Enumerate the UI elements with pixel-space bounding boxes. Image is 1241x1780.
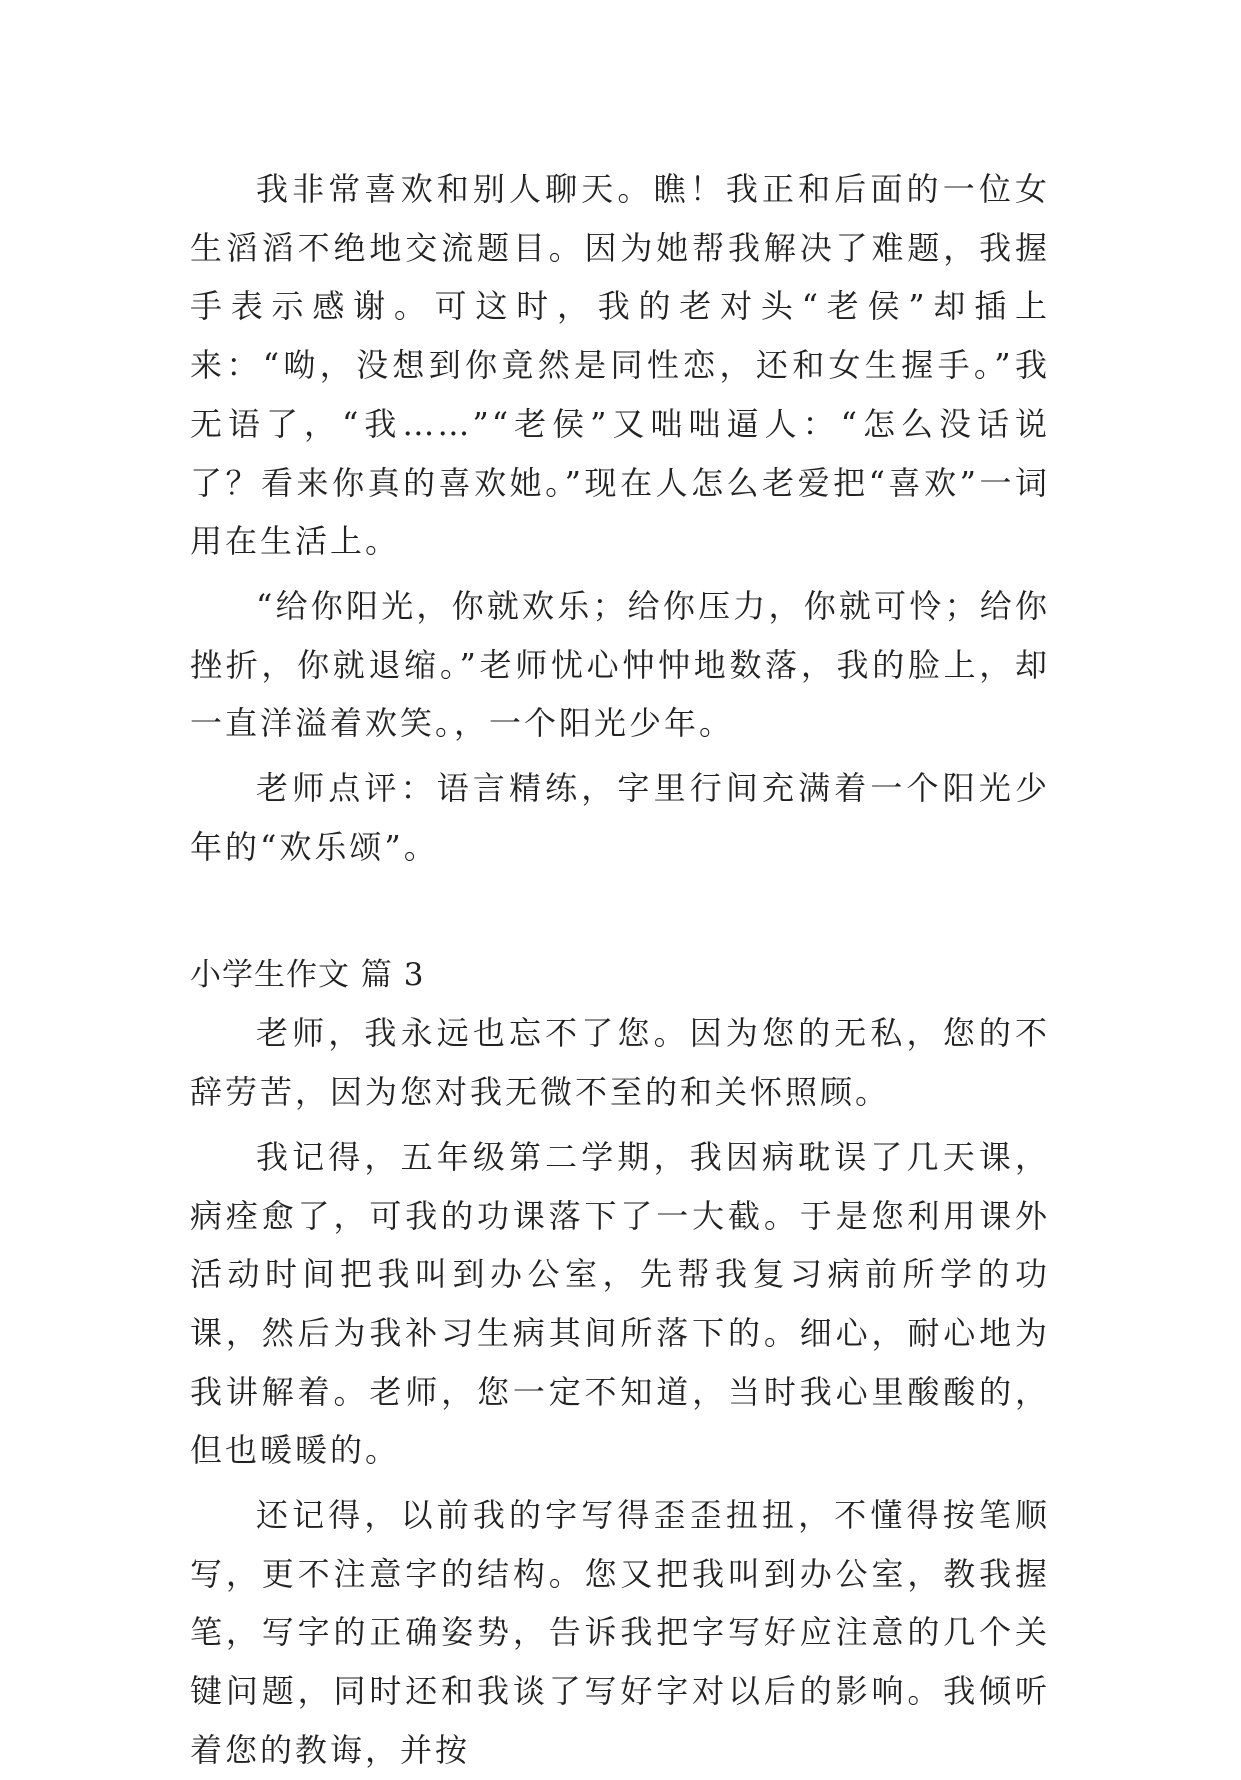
- document-body: [190, 160, 1050, 1780]
- paragraph: 我非常喜欢和别人聊天。瞧！我正和后面的一位女生滔滔不绝地交流题目。因为她帮我解决了难题，我握手表示感谢。可这时，我的老对头“老侯”却插上来：“呦，没想到你竟然是同性恋，还和女生握手。”我无语了，“我……”“老侯”又咄咄逼人：“怎么没话说了？看来你真的喜欢她。”现在人怎么老爱把“喜欢”一词用在生活上。: [190, 170, 1050, 561]
- paragraph: 老师，我永远也忘不了您。因为您的无私，您的不辞劳苦，因为您对我无微不至的和关怀照顾。: [190, 1014, 1050, 1112]
- teacher-comment: 老师点评：语言精练，字里行间充满着一个阳光少年的“欢乐颂”。: [190, 769, 1050, 866]
- section-heading: 小学生作文 篇 3: [190, 957, 425, 994]
- paragraph: 还记得，以前我的字写得歪歪扭扭，不懂得按笔顺写，更不注意字的结构。您又把我叫到办公室，教我握笔，写字的正确姿势，告诉我把字写好应注意的几个关键问题，同时还和我谈了写好字对以后的影响。我倾听着您的教诲，并按: [190, 1496, 1050, 1769]
- paragraph: 我记得，五年级第二学期，我因病耽误了几天课，病痊愈了，可我的功课落下了一大截。于是您利用课外活动时间把我叫到办公室，先帮我复习病前所学的功课，然后为我补习生病其间所落下的。细心，耐心地为我讲解着。老师，您一定不知道，当时我心里酸酸的，但也暖暖的。: [190, 1137, 1050, 1470]
- paragraph: “给你阳光，你就欢乐；给你压力，你就可怜；给你挫折，你就退缩。”老师忧心忡忡地数落，我的脸上，却一直洋溢着欢笑。，一个阳光少年。: [190, 586, 1050, 743]
